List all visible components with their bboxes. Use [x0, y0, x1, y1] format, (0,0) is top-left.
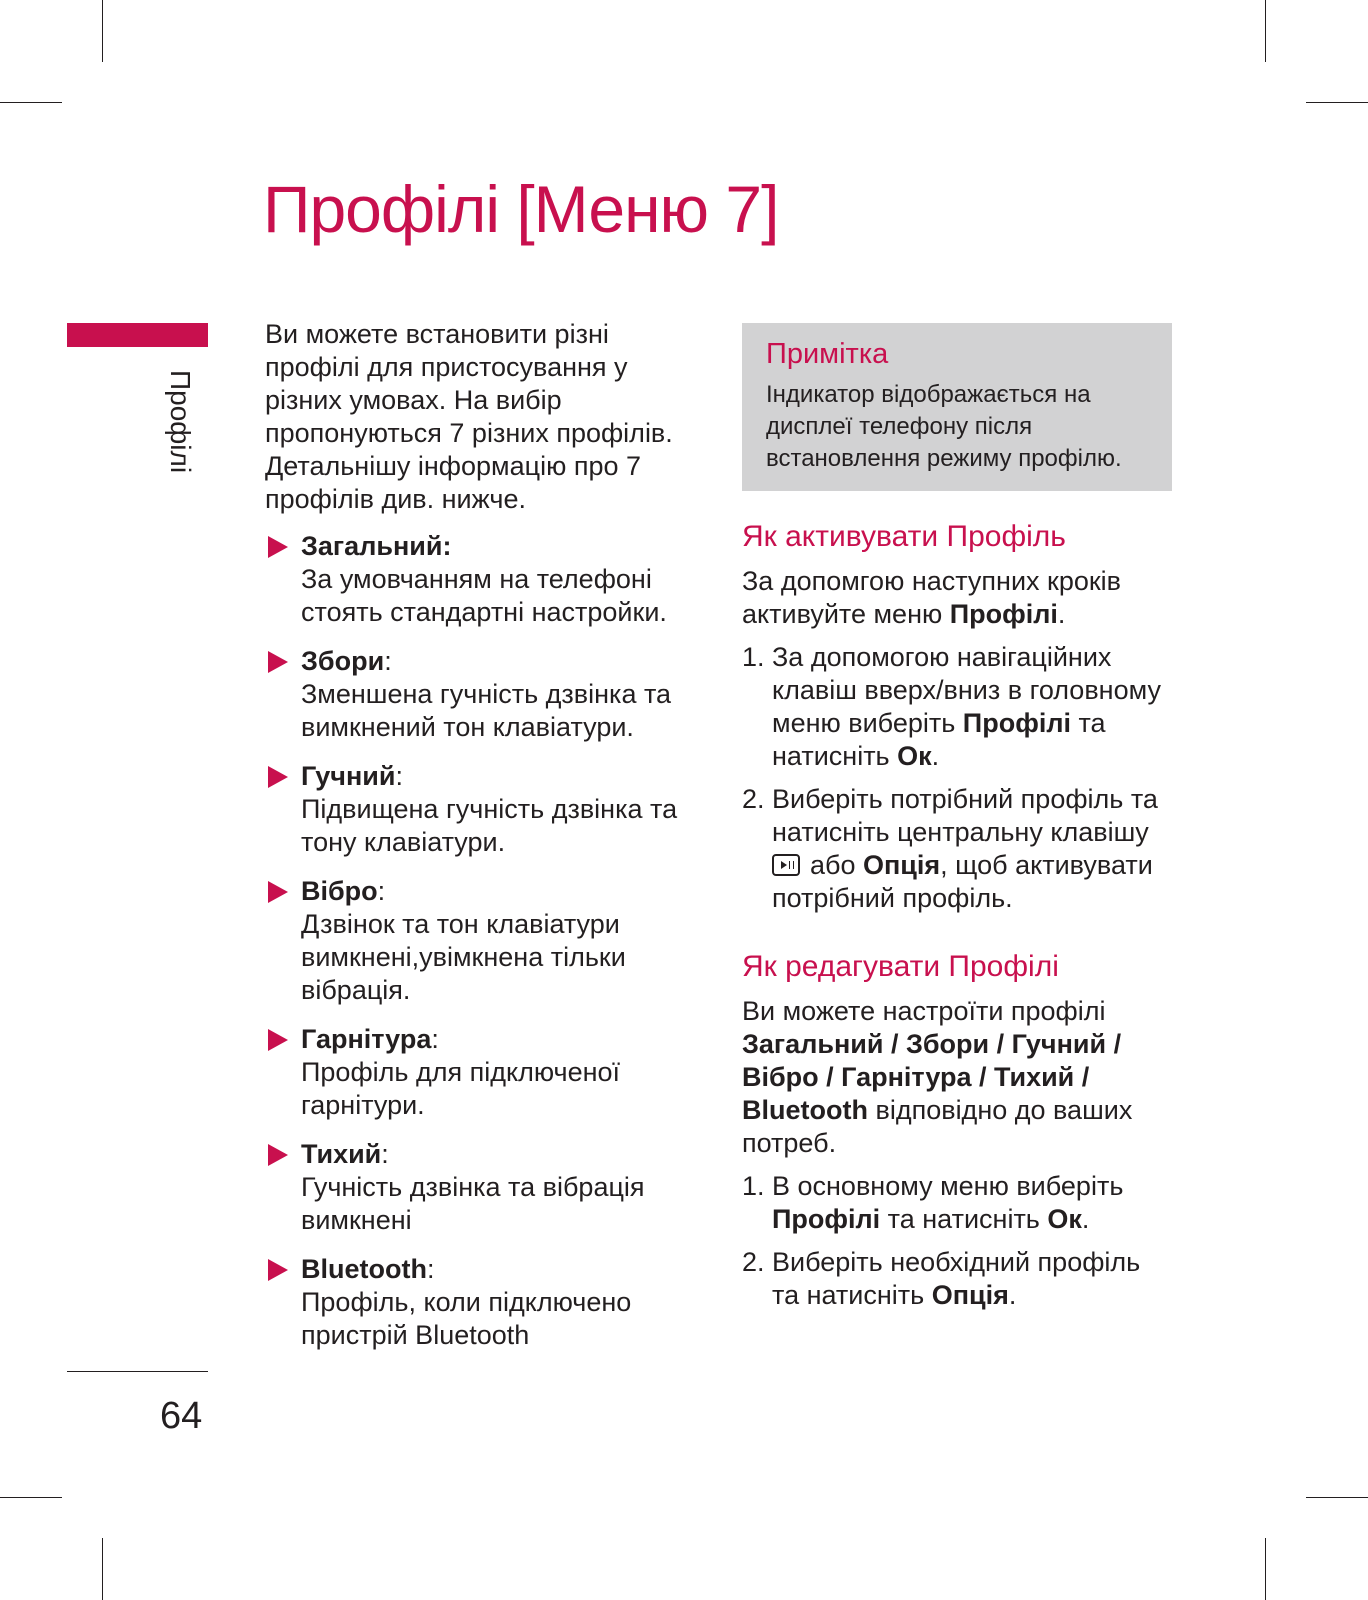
item-sep: : — [377, 876, 386, 906]
list-item — [265, 530, 695, 629]
intro-paragraph: Ви можете встановити різні профілі для пристосування у різних умовах. На вибір пропонуються 7 різних профілів. Детальнішу інформацію про 7 профілів див. нижче. — [265, 319, 673, 514]
item-sep: : — [395, 761, 403, 791]
bold-term: Опція — [931, 1280, 1009, 1310]
text-run: та натисніть — [880, 1204, 1048, 1234]
list-item — [265, 1023, 695, 1122]
bold-term: Опція — [863, 850, 941, 880]
item-title: Bluetooth — [301, 1254, 427, 1284]
item-desc: Профіль, коли підключено пристрій Bluetooth — [301, 1287, 632, 1350]
item-desc: Підвищена гучність дзвінка та тону клавіатури. — [301, 794, 678, 857]
step-item — [742, 1246, 1172, 1312]
text-run: . — [1057, 599, 1066, 629]
item-title: Гучний — [301, 761, 396, 791]
bullet-arrow-icon — [268, 766, 288, 788]
item-title: Вібро — [301, 876, 378, 906]
text-run: . — [931, 741, 940, 771]
text-run: , щоб активувати потрібний профіль. — [772, 850, 1153, 913]
item-desc: Профіль для підключеної гарнітури. — [301, 1057, 621, 1120]
edit-heading: Як редагувати Профілі — [742, 950, 1059, 983]
bullet-arrow-icon — [268, 536, 288, 558]
bold-term: Профілі — [772, 1204, 881, 1234]
text-run: . — [1081, 1204, 1090, 1234]
crop-mark — [102, 0, 103, 62]
bold-term: Профілі — [949, 599, 1058, 629]
text-run: . — [1008, 1280, 1017, 1310]
text-run: За допомгою наступних кроків активуйте меню — [742, 566, 1122, 629]
text-run: або — [810, 850, 863, 880]
bullet-arrow-icon — [268, 1029, 288, 1051]
list-item — [265, 645, 695, 744]
step-item — [742, 641, 1172, 773]
item-sep: : — [431, 1024, 439, 1054]
crop-mark — [1265, 0, 1266, 62]
text-run: Ви можете настроїти профілі — [742, 996, 1106, 1026]
bold-term: Профілі — [962, 708, 1071, 738]
profile-list — [265, 530, 695, 1352]
bullet-arrow-icon — [268, 651, 288, 673]
item-title: Загальний: — [301, 531, 452, 561]
bold-term: Ок — [897, 741, 932, 771]
bold-term: Загальний / Збори / Гучний / Вібро / Гарнітура / Тихий / Bluetooth — [742, 1029, 1122, 1125]
text-run: Виберіть необхідний профіль та натисніть — [772, 1247, 1141, 1310]
activate-intro — [742, 565, 1172, 631]
step-item — [742, 783, 1172, 915]
step-number: 2. — [742, 784, 765, 814]
edit-intro — [742, 995, 1172, 1160]
step-number: 2. — [742, 1247, 765, 1277]
list-item — [265, 1138, 695, 1237]
activate-heading: Як активувати Профіль — [742, 520, 1066, 553]
crop-mark — [0, 1497, 62, 1498]
item-title: Гарнітура — [301, 1024, 432, 1054]
text-run: За допомогою навігаційних клавіш вверх/вниз в головному меню виберіть — [772, 642, 1161, 738]
crop-mark — [1265, 1538, 1266, 1600]
right-column — [742, 323, 1172, 1322]
step-number: 1. — [742, 1171, 765, 1201]
list-item — [265, 1253, 695, 1352]
text-run: та натисніть — [772, 708, 1106, 771]
item-desc: Гучність дзвінка та вібрація вимкнені — [301, 1172, 645, 1235]
item-title: Тихий — [301, 1139, 382, 1169]
page-number: 64 — [160, 1395, 203, 1437]
bold-term: Ок — [1047, 1204, 1082, 1234]
step-item — [742, 1170, 1172, 1236]
item-sep: : — [426, 1254, 435, 1284]
footer-rule — [67, 1371, 208, 1372]
note-box — [742, 323, 1172, 491]
activate-steps — [742, 641, 1172, 915]
edit-steps — [742, 1170, 1172, 1312]
text-run: Виберіть потрібний профіль та натисніть центральну клавішу — [772, 784, 1158, 847]
list-item — [265, 760, 695, 859]
item-desc: Зменшена гучність дзвінка та вимкнений тон клавіатури. — [301, 679, 672, 742]
item-sep: : — [381, 1139, 389, 1169]
item-desc: За умовчанням на телефоні стоять стандартні настройки. — [301, 564, 667, 627]
bullet-arrow-icon — [268, 1259, 288, 1281]
note-text: Індикатор відображається на дисплеї телефону після встановлення режиму профілю. — [766, 381, 1122, 472]
list-item — [265, 875, 695, 1007]
item-desc: Дзвінок та тон клавіатури вимкнені,увімкнена тільки вібрація. — [301, 909, 626, 1005]
bullet-arrow-icon — [268, 881, 288, 903]
text-run: відповідно до ваших потреб. — [742, 1095, 1133, 1158]
crop-mark — [1306, 1497, 1368, 1498]
text-run: В основному меню виберіть — [772, 1171, 1124, 1201]
bullet-arrow-icon — [268, 1144, 288, 1166]
side-tab-bar — [67, 323, 208, 347]
step-number: 1. — [742, 642, 765, 672]
item-title: Збори — [301, 646, 385, 676]
crop-mark — [102, 1538, 103, 1600]
left-column — [265, 318, 695, 1368]
play-pause-key-icon — [772, 854, 800, 876]
page-title: Профілі [Меню 7] — [263, 172, 779, 246]
crop-mark — [0, 102, 62, 103]
crop-mark — [1306, 102, 1368, 103]
item-sep: : — [384, 646, 392, 676]
side-tab-label: Профілі — [165, 370, 196, 474]
note-title: Примітка — [766, 338, 889, 370]
